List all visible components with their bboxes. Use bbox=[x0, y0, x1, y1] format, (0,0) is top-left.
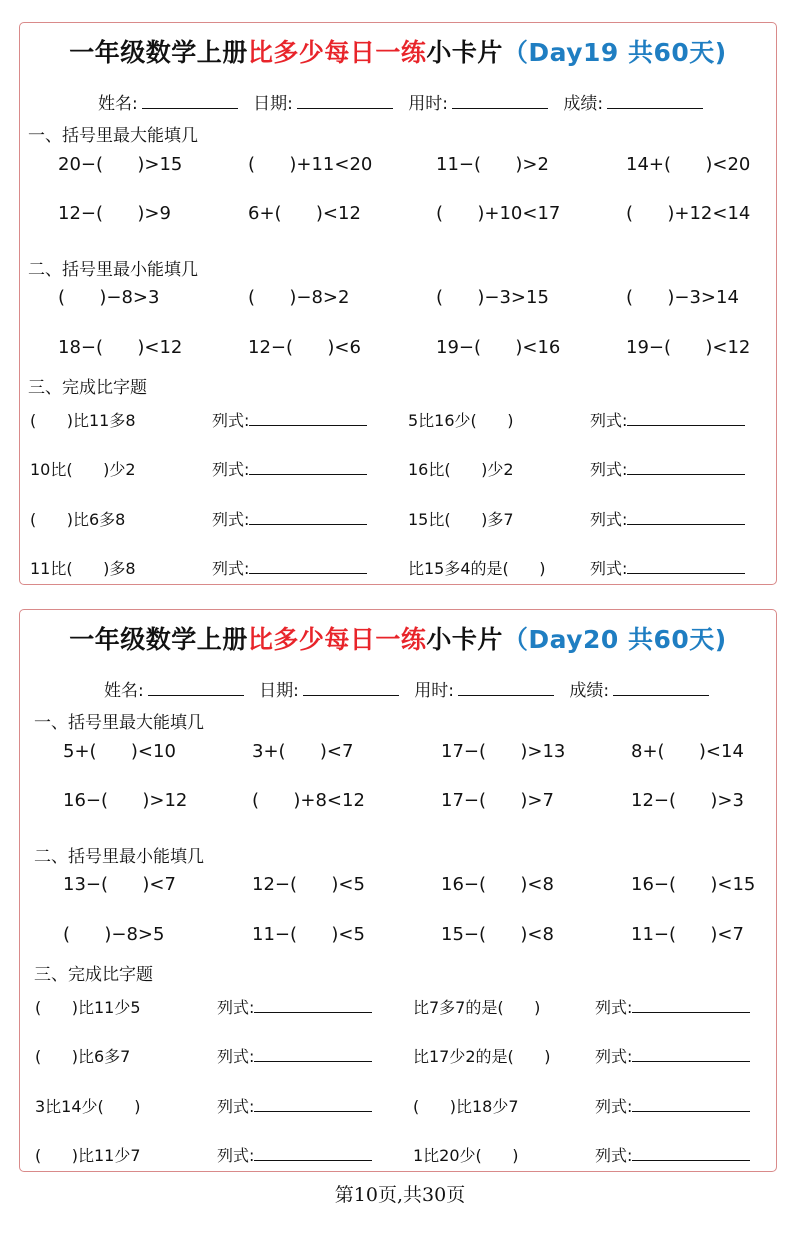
equation-label: 列式: bbox=[212, 460, 250, 479]
equation-blank[interactable] bbox=[590, 457, 745, 480]
equation-blank[interactable] bbox=[212, 457, 367, 480]
problem-row bbox=[20, 790, 776, 814]
word-problem-row bbox=[20, 408, 776, 432]
equation-label: 列式: bbox=[217, 1097, 255, 1116]
name-blank[interactable] bbox=[142, 94, 238, 109]
problem: ( )+12<14 bbox=[626, 203, 751, 224]
problem: 12−( )>3 bbox=[631, 790, 744, 811]
card-title bbox=[20, 620, 776, 656]
problem: ( )−3>15 bbox=[436, 287, 549, 308]
word-problem: ( )比11少7 bbox=[35, 1146, 141, 1165]
equation-label: 列式: bbox=[212, 411, 250, 430]
title-part-day: （Day19 共60天) bbox=[502, 38, 727, 67]
problem: 14+( )<20 bbox=[626, 154, 751, 175]
problem: 11−( )>2 bbox=[436, 154, 549, 175]
problem: 8+( )<14 bbox=[631, 741, 744, 762]
problem-row bbox=[20, 154, 776, 178]
word-problem: ( )比6多8 bbox=[30, 510, 126, 529]
word-problem: 3比14少( ) bbox=[35, 1097, 141, 1116]
equation-blank[interactable] bbox=[217, 995, 372, 1018]
equation-label: 列式: bbox=[590, 510, 628, 529]
problem: 20−( )>15 bbox=[58, 154, 183, 175]
score-label: 成绩: bbox=[569, 681, 610, 701]
problem: 12−( )<6 bbox=[248, 337, 361, 358]
title-part-topic: 比多少每日一练 bbox=[247, 625, 427, 654]
date-label: 日期: bbox=[259, 681, 299, 701]
word-problem: ( )比11多8 bbox=[30, 411, 136, 430]
equation-blank[interactable] bbox=[595, 1044, 750, 1067]
equation-label: 列式: bbox=[595, 998, 633, 1017]
time-blank[interactable] bbox=[452, 94, 548, 109]
equation-blank[interactable] bbox=[595, 1094, 750, 1117]
equation-blank[interactable] bbox=[217, 1143, 372, 1166]
section-word-title: 三、完成比字题 bbox=[28, 378, 147, 398]
problem: 11−( )<5 bbox=[252, 924, 365, 945]
equation-label: 列式: bbox=[212, 510, 250, 529]
word-problem-row bbox=[20, 556, 776, 580]
problem-row bbox=[20, 203, 776, 227]
equation-blank[interactable] bbox=[212, 507, 367, 530]
problem: 11−( )<7 bbox=[631, 924, 744, 945]
problem: 16−( )<8 bbox=[441, 874, 554, 895]
problem: ( )−8>3 bbox=[58, 287, 160, 308]
equation-blank[interactable] bbox=[217, 1094, 372, 1117]
problem-row bbox=[20, 874, 776, 898]
word-problem: 16比( )少2 bbox=[408, 460, 514, 479]
date-field bbox=[259, 676, 399, 701]
problem: 12−( )<5 bbox=[252, 874, 365, 895]
equation-label: 列式: bbox=[590, 460, 628, 479]
title-part-card: 小卡片 bbox=[426, 625, 503, 654]
problem-row bbox=[20, 287, 776, 311]
date-label: 日期: bbox=[253, 94, 293, 114]
problem: 19−( )<16 bbox=[436, 337, 561, 358]
equation-label: 列式: bbox=[595, 1146, 633, 1165]
word-problem: 1比20少( ) bbox=[413, 1146, 519, 1165]
date-field bbox=[253, 89, 393, 114]
section-max-title: 一、括号里最大能填几 bbox=[28, 126, 198, 146]
practice-card-day20 bbox=[19, 609, 777, 1172]
section-max-title: 一、括号里最大能填几 bbox=[34, 713, 204, 733]
equation-blank[interactable] bbox=[590, 408, 745, 431]
problem: ( )−8>5 bbox=[63, 924, 165, 945]
name-field bbox=[98, 89, 238, 114]
problem: 3+( )<7 bbox=[252, 741, 354, 762]
word-problem-row bbox=[20, 457, 776, 481]
practice-card-day19 bbox=[19, 22, 777, 585]
score-label: 成绩: bbox=[563, 94, 604, 114]
equation-label: 列式: bbox=[595, 1097, 633, 1116]
word-problem: 15比( )多7 bbox=[408, 510, 514, 529]
equation-blank[interactable] bbox=[212, 408, 367, 431]
word-problem: 11比( )多8 bbox=[30, 559, 136, 578]
date-blank[interactable] bbox=[303, 681, 399, 696]
problem: 13−( )<7 bbox=[63, 874, 176, 895]
word-problem-row bbox=[20, 507, 776, 531]
equation-blank[interactable] bbox=[595, 995, 750, 1018]
equation-label: 列式: bbox=[595, 1047, 633, 1066]
word-problem: ( )比18少7 bbox=[413, 1097, 519, 1116]
equation-blank[interactable] bbox=[217, 1044, 372, 1067]
student-info-line bbox=[98, 89, 713, 114]
title-part-day: （Day20 共60天) bbox=[502, 625, 727, 654]
problem: 19−( )<12 bbox=[626, 337, 751, 358]
name-label: 姓名: bbox=[98, 94, 138, 114]
problem: 6+( )<12 bbox=[248, 203, 361, 224]
problem: 17−( )>7 bbox=[441, 790, 554, 811]
name-label: 姓名: bbox=[104, 681, 144, 701]
word-problem: 比15多4的是( ) bbox=[408, 559, 546, 578]
card-title bbox=[20, 33, 776, 69]
problem: ( )−8>2 bbox=[248, 287, 350, 308]
word-problem: 比7多7的是( ) bbox=[413, 998, 541, 1017]
equation-label: 列式: bbox=[590, 411, 628, 430]
word-problem: ( )比6多7 bbox=[35, 1047, 131, 1066]
problem: ( )−3>14 bbox=[626, 287, 739, 308]
title-part-topic: 比多少每日一练 bbox=[247, 38, 427, 67]
problem: 17−( )>13 bbox=[441, 741, 566, 762]
score-field bbox=[563, 89, 703, 114]
time-field bbox=[414, 676, 554, 701]
problem: 12−( )>9 bbox=[58, 203, 171, 224]
equation-label: 列式: bbox=[217, 1146, 255, 1165]
equation-label: 列式: bbox=[590, 559, 628, 578]
equation-blank[interactable] bbox=[212, 556, 367, 579]
word-problem-row bbox=[20, 1094, 776, 1118]
equation-blank[interactable] bbox=[590, 556, 745, 579]
word-problem-row bbox=[20, 1143, 776, 1167]
problem: 16−( )>12 bbox=[63, 790, 188, 811]
word-problem: 比17少2的是( ) bbox=[413, 1047, 551, 1066]
word-problem-row bbox=[20, 1044, 776, 1068]
page-number: 第10页,共30页 bbox=[334, 1184, 466, 1206]
score-blank[interactable] bbox=[613, 681, 709, 696]
problem: 16−( )<15 bbox=[631, 874, 756, 895]
time-label: 用时: bbox=[414, 681, 455, 701]
time-blank[interactable] bbox=[458, 681, 554, 696]
problem-row bbox=[20, 924, 776, 948]
score-blank[interactable] bbox=[607, 94, 703, 109]
student-info-line bbox=[104, 676, 719, 701]
section-min-title: 二、括号里最小能填几 bbox=[34, 847, 204, 867]
word-problem: ( )比11少5 bbox=[35, 998, 141, 1017]
problem: 15−( )<8 bbox=[441, 924, 554, 945]
problem: ( )+8<12 bbox=[252, 790, 365, 811]
word-problem: 5比16少( ) bbox=[408, 411, 514, 430]
time-field bbox=[408, 89, 548, 114]
problem-row bbox=[20, 337, 776, 361]
time-label: 用时: bbox=[408, 94, 449, 114]
score-field bbox=[569, 676, 709, 701]
problem: 18−( )<12 bbox=[58, 337, 183, 358]
word-problem-row bbox=[20, 995, 776, 1019]
section-min-title: 二、括号里最小能填几 bbox=[28, 260, 198, 280]
equation-blank[interactable] bbox=[595, 1143, 750, 1166]
title-part-grade: 一年级数学上册 bbox=[69, 625, 248, 654]
equation-blank[interactable] bbox=[590, 507, 745, 530]
title-part-card: 小卡片 bbox=[426, 38, 503, 67]
problem: 5+( )<10 bbox=[63, 741, 176, 762]
equation-label: 列式: bbox=[217, 998, 255, 1017]
title-part-grade: 一年级数学上册 bbox=[69, 38, 248, 67]
equation-label: 列式: bbox=[217, 1047, 255, 1066]
section-word-title: 三、完成比字题 bbox=[34, 965, 153, 985]
equation-label: 列式: bbox=[212, 559, 250, 578]
date-blank[interactable] bbox=[297, 94, 393, 109]
problem-row bbox=[20, 741, 776, 765]
problem: ( )+10<17 bbox=[436, 203, 561, 224]
problem: ( )+11<20 bbox=[248, 154, 373, 175]
name-blank[interactable] bbox=[148, 681, 244, 696]
name-field bbox=[104, 676, 244, 701]
word-problem: 10比( )少2 bbox=[30, 460, 136, 479]
